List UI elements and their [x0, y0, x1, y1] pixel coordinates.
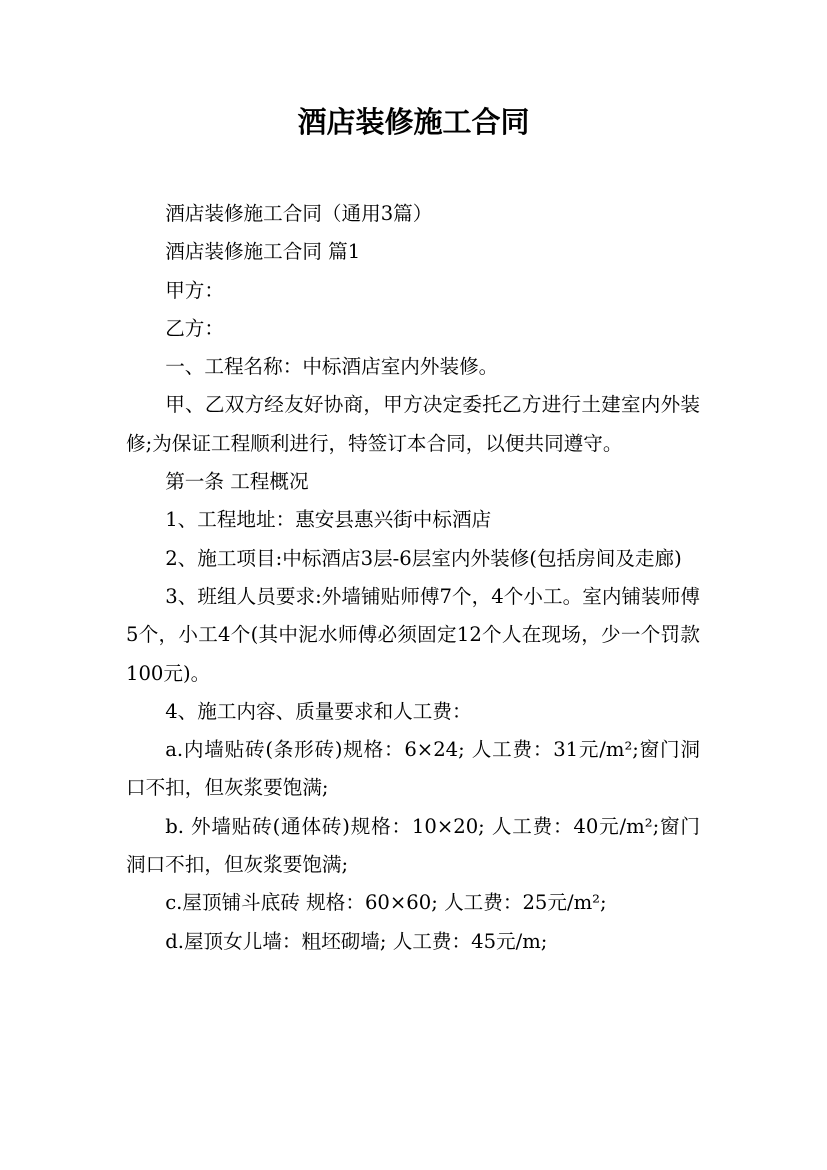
paragraph-project-name: 一、工程名称：中标酒店室内外装修。	[165, 355, 499, 379]
paragraph-article-one: 第一条 工程概况	[165, 470, 309, 494]
paragraph-construction-items: 2、施工项目:中标酒店3层-6层室内外装修(包括房间及走廊)	[165, 546, 682, 570]
paragraph-item-a: a.内墙贴砖(条形砖)规格：6×24; 人工费：31元/m²;窗门洞口不扣，但灰浆要饱满;	[126, 738, 700, 800]
paragraph-item-d: d.屋顶女儿墙：粗坯砌墙; 人工费：45元/m;	[165, 929, 548, 953]
paragraph-project-address: 1、工程地址：惠安县惠兴街中标酒店	[165, 508, 492, 532]
paragraph-subtitle: 酒店装修施工合同（通用3篇）	[165, 202, 433, 225]
paragraph-party-a: 甲方：	[165, 278, 224, 302]
paragraph-part-heading: 酒店装修施工合同 篇1	[165, 240, 361, 264]
document-body	[126, 195, 700, 961]
paragraph-staff-requirements: 3、班组人员要求:外墙铺贴师傅7个，4个小工。室内铺装师傅5个，小工4个(其中泥水师傅必须固定12个人在现场，少一个罚款100元)。	[126, 584, 700, 685]
paragraph-agreement-intro: 甲、乙双方经友好协商，甲方决定委托乙方进行土建室内外装修;为保证工程顺利进行，特签订本合同，以便共同遵守。	[126, 393, 700, 455]
paragraph-item-c: c.屋顶铺斗底砖 规格：60×60; 人工费：25元/m²;	[165, 891, 607, 915]
paragraph-content-requirements: 4、施工内容、质量要求和人工费：	[165, 699, 472, 723]
paragraph-party-b: 乙方：	[165, 316, 224, 340]
paragraph-item-b: b. 外墙贴砖(通体砖)规格：10×20; 人工费：40元/m²;窗门洞口不扣，但灰浆要饱满;	[126, 814, 700, 877]
document-title: 酒店装修施工合同	[297, 105, 530, 139]
